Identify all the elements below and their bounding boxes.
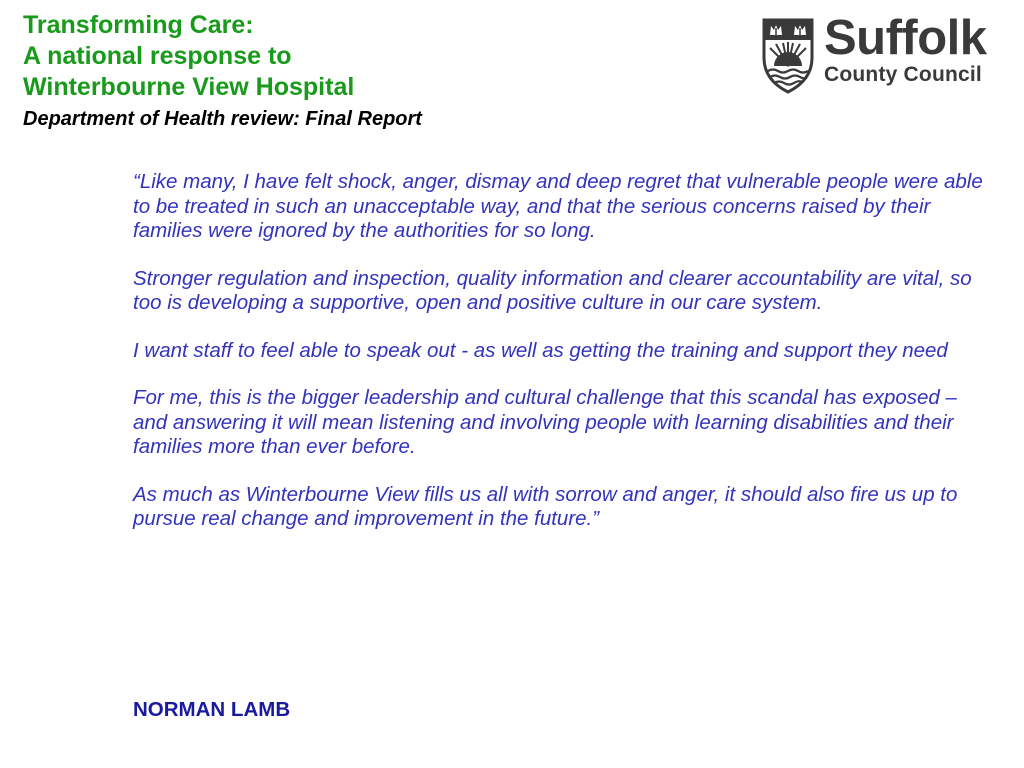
quote-paragraph-4: For me, this is the bigger leadership and cultural challenge that this scandal has exposed – and answering it will mean listening and involving people with learning disabilities and their families more than ever before. bbox=[133, 386, 957, 458]
suffolk-county-council-logo bbox=[762, 11, 1012, 96]
quote-author: NORMAN LAMB bbox=[133, 698, 291, 721]
quote-paragraph-5: As much as Winterbourne View fills us all with sorrow and anger, it should also fire us up to pursue real change and improvement in the future.” bbox=[133, 482, 958, 530]
quote-paragraph-3: I want staff to feel able to speak out - as well as getting the training and support they need bbox=[133, 338, 948, 362]
page-title-line-1: Transforming Care: bbox=[23, 11, 254, 39]
quote-paragraph-2: Stronger regulation and inspection, quality information and clearer accountability are vital, so too is developing a supportive, open and positive culture in our care system. bbox=[133, 266, 972, 314]
page-title-line-3: Winterbourne View Hospital bbox=[23, 73, 355, 101]
page-title-line-2: A national response to bbox=[23, 42, 292, 70]
logo-wordmark bbox=[824, 12, 1014, 87]
quote-block bbox=[133, 170, 983, 555]
logo-subtitle: County Council bbox=[824, 63, 982, 86]
quote-paragraph-1: “Like many, I have felt shock, anger, dismay and deep regret that vulnerable people were able to be treated in such an unacceptable way, and that the serious concerns raised by their families were ignored by the authorities for so long. bbox=[133, 170, 983, 242]
suffolk-crest-icon bbox=[762, 18, 814, 94]
page-subtitle: Department of Health review: Final Report bbox=[23, 108, 422, 130]
title-block bbox=[23, 10, 723, 132]
logo-name: Suffolk bbox=[824, 11, 987, 65]
